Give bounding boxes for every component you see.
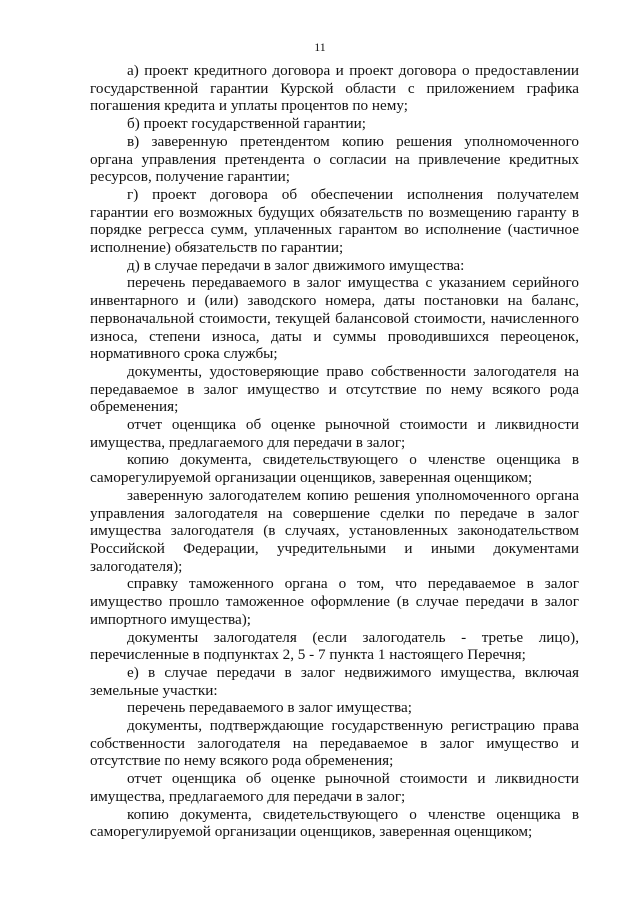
list-item-pledgor-decision-copy: заверенную залогодателем копию решения уполномоченного органа управления залогодателя на совершение сделки по передаче в залог имущества залогодателя (в случаях, установленных законодательством Российской Федерации, учредительными и иными документами залогодателя); <box>90 486 579 575</box>
page-number: 11 <box>314 40 326 54</box>
list-item-third-party-pledgor-documents: документы залогодателя (если залогодатель - третье лицо), перечисленные в подпунктах 2, 5 - 7 пункта 1 настоящего Перечня; <box>90 628 579 664</box>
list-item-appraiser-membership: копию документа, свидетельствующего о членстве оценщика в саморегулируемой организации оценщиков, заверенная оценщиком; <box>90 451 579 487</box>
list-item-e-real-estate-heading: е) в случае передачи в залог недвижимого имущества, включая земельные участки: <box>90 663 579 699</box>
list-item-appraiser-report: отчет оценщика об оценке рыночной стоимости и ликвидности имущества, предлагаемого для передачи в залог; <box>90 416 579 451</box>
list-item-v-management-decision-copy: в) заверенную претендентом копию решения уполномоченного органа управления претендента о согласии на привлечение кредитных ресурсов, получение гарантии; <box>90 132 579 186</box>
list-item-real-estate-appraiser-report: отчет оценщика об оценке рыночной стоимости и ликвидности имущества, предлагаемого для передачи в залог; <box>90 770 579 805</box>
list-item-g-security-agreement-draft: г) проект договора об обеспечении исполнения получателем гарантии его возможных будущих обязательств по возмещению гаранту в порядке регресса сумм, уплаченных гарантом во исполнение (частичное исполнение) обязательств по гарантии; <box>90 185 579 257</box>
list-item-customs-certificate: справку таможенного органа о том, что передаваемое в залог имущество прошло таможенное оформление (в случае передачи в залог импортного имущества); <box>90 575 579 628</box>
list-item-real-estate-appraiser-membership: копию документа, свидетельствующего о членстве оценщика в саморегулируемой организации оценщиков, заверенная оценщиком; <box>90 805 579 841</box>
list-item-ownership-documents: документы, удостоверяющие право собственности залогодателя на передаваемое в залог имущество и отсутствие по нему всякого рода обременения; <box>90 362 579 416</box>
list-item-movable-property-list: перечень передаваемого в залог имущества с указанием серийного инвентарного и (или) заводского номера, даты постановки на баланс, первоначальной стоимости, текущей балансовой стоимости, начисленного износа, степени износа, даты и суммы проводившихся переоценок, нормативного срока службы; <box>90 274 579 363</box>
list-item-real-estate-list: перечень передаваемого в залог имущества; <box>127 699 412 717</box>
list-item-d-movable-property-heading: д) в случае передачи в залог движимого имущества: <box>127 256 465 274</box>
document-body <box>90 62 579 841</box>
list-item-registration-documents: документы, подтверждающие государственную регистрацию права собственности залогодателя на передаваемое в залог имущество и отсутствие по нему всякого рода обременения; <box>90 717 579 770</box>
list-item-a-credit-agreement-draft: а) проект кредитного договора и проект договора о предоставлении государственной гарантии Курской области с приложением графика погашения кредита и уплаты процентов по нему; <box>90 62 579 115</box>
list-item-b-guarantee-draft: б) проект государственной гарантии; <box>127 115 367 133</box>
